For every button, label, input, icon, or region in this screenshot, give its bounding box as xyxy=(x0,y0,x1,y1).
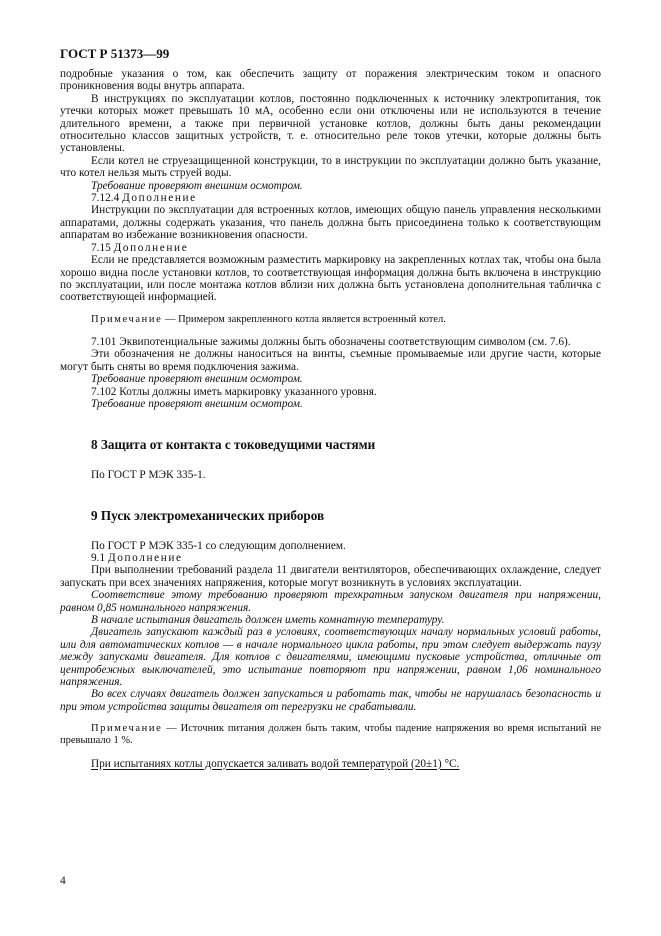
italic-paragraph: Во всех случаях двигатель должен запускаться и работать так, чтобы не нарушалась безопасность и при этом устройства защиты двигателя от перегрузки не срабатывали. xyxy=(60,688,601,713)
paragraph: В инструкциях по эксплуатации котлов, постоянно подключенных к источнику электропитания, ток утечки которых может превышать 10 мА, особенно если они отключены или не используются в течение длительного времени, а также при первичной установке котлов, должны быть даны рекомендации относительно классов защитных устройств, т. е. относительно реле токов утечки, которые должны быть установлены. xyxy=(60,92,601,155)
paragraph: Если не представляется возможным разместить маркировку на закрепленных котлах так, чтобы она была хорошо видна после установки котлов, то соответствующая информация должна быть включена в инструкцию по эксплуатации, или после монтажа котлов вблизи них должна быть установлена дополнительная табличка с соответствующей информацией. xyxy=(60,254,601,304)
document-header: ГОСТ Р 51373—99 xyxy=(60,46,170,61)
section-8-heading: 8 Защита от контакта с токоведущими частями xyxy=(91,437,376,453)
page-number: 4 xyxy=(60,875,66,887)
note-text: — Источник питания должен быть таким, чтобы падение напряжения во время испытаний не превышало 1 %. xyxy=(60,723,601,747)
italic-paragraph: В начале испытания двигатель должен иметь комнатную температуру. xyxy=(91,614,445,627)
paragraph: Инструкции по эксплуатации для встроенных котлов, имеющих общую панель управления несколькими аппаратами, должны содержать указания, что панель должна быть присоединена только к соответствующим аппаратам во избежание возникновения опасности. xyxy=(60,204,601,242)
section-label: Дополнение xyxy=(107,551,183,564)
requirement-note: Требование проверяют внешним осмотром. xyxy=(91,373,303,386)
paragraph: Если котел не струезащищенной конструкции, то в инструкции по эксплуатации должно быть указание, что котел нельзя мыть струей воды. xyxy=(60,154,601,180)
note-1 xyxy=(60,314,601,326)
section-number: 7.15 xyxy=(91,241,111,254)
section-label: Дополнение xyxy=(113,241,189,254)
requirement-note: Требование проверяют внешним осмотром. xyxy=(91,179,303,192)
paragraph: По ГОСТ Р МЭК 335-1 со следующим дополнением. xyxy=(91,539,346,552)
page-body xyxy=(60,68,601,770)
paragraph: При выполнении требований раздела 11 двигатели вентиляторов, обеспечивающих охлаждение, следует запускать при всех значениях напряжения, которые могут возникнуть в условиях эксплуатации. xyxy=(60,564,601,589)
paragraph: Эти обозначения не должны наноситься на винты, съемные промываемые или другие части, которые могут быть сняты во время подключения зажима. xyxy=(60,348,601,373)
note-2 xyxy=(60,723,601,747)
requirement-note: Требование проверяют внешним осмотром. xyxy=(91,397,303,410)
paragraph: По ГОСТ Р МЭК 335-1. xyxy=(91,468,206,481)
note-label: Примечание xyxy=(91,723,163,735)
italic-paragraph: Соответствие этому требованию проверяют трехкратным запуском двигателя при напряжении, равном 0,85 номинального напряжения. xyxy=(60,589,601,614)
paragraph: 7.101 Эквипотенциальные зажимы должны быть обозначены соответствующим символом (см. 7.6). xyxy=(91,335,571,348)
section-number: 9.1 xyxy=(91,551,106,564)
note-text: — Примером закрепленного котла является встроенный котел. xyxy=(164,313,446,325)
note-label: Примечание xyxy=(91,313,163,325)
section-9-heading: 9 Пуск электромеханических приборов xyxy=(91,508,325,524)
paragraph: 7.102 Котлы должны иметь маркировку указанного уровня. xyxy=(91,385,377,398)
italic-paragraph: Двигатель запускают каждый раз в условиях, соответствующих началу нормальных условий работы, или для автоматических котлов — в начале нормального цикла работы, при этом следует выдержать паузу между запусками двигателя. Для котлов с двигателями, имеющими пусковые устройства, отличные от центробежных выключателей, это испытание повторяют при напряжении, равном 1,06 номинального напряжения. xyxy=(60,626,601,689)
underlined-paragraph: При испытаниях котлы допускается заливать водой температурой (20±1) °С. xyxy=(91,757,460,770)
section-9-1-heading xyxy=(60,552,601,564)
section-7-15-heading xyxy=(60,242,601,254)
section-7-12-4-heading xyxy=(60,192,601,204)
paragraph: подробные указания о том, как обеспечить защиту от поражения электрическим током и опасного проникновения воды внутрь аппарата. xyxy=(60,68,601,93)
section-number: 7.12.4 xyxy=(91,192,120,205)
section-label: Дополнение xyxy=(122,192,197,205)
